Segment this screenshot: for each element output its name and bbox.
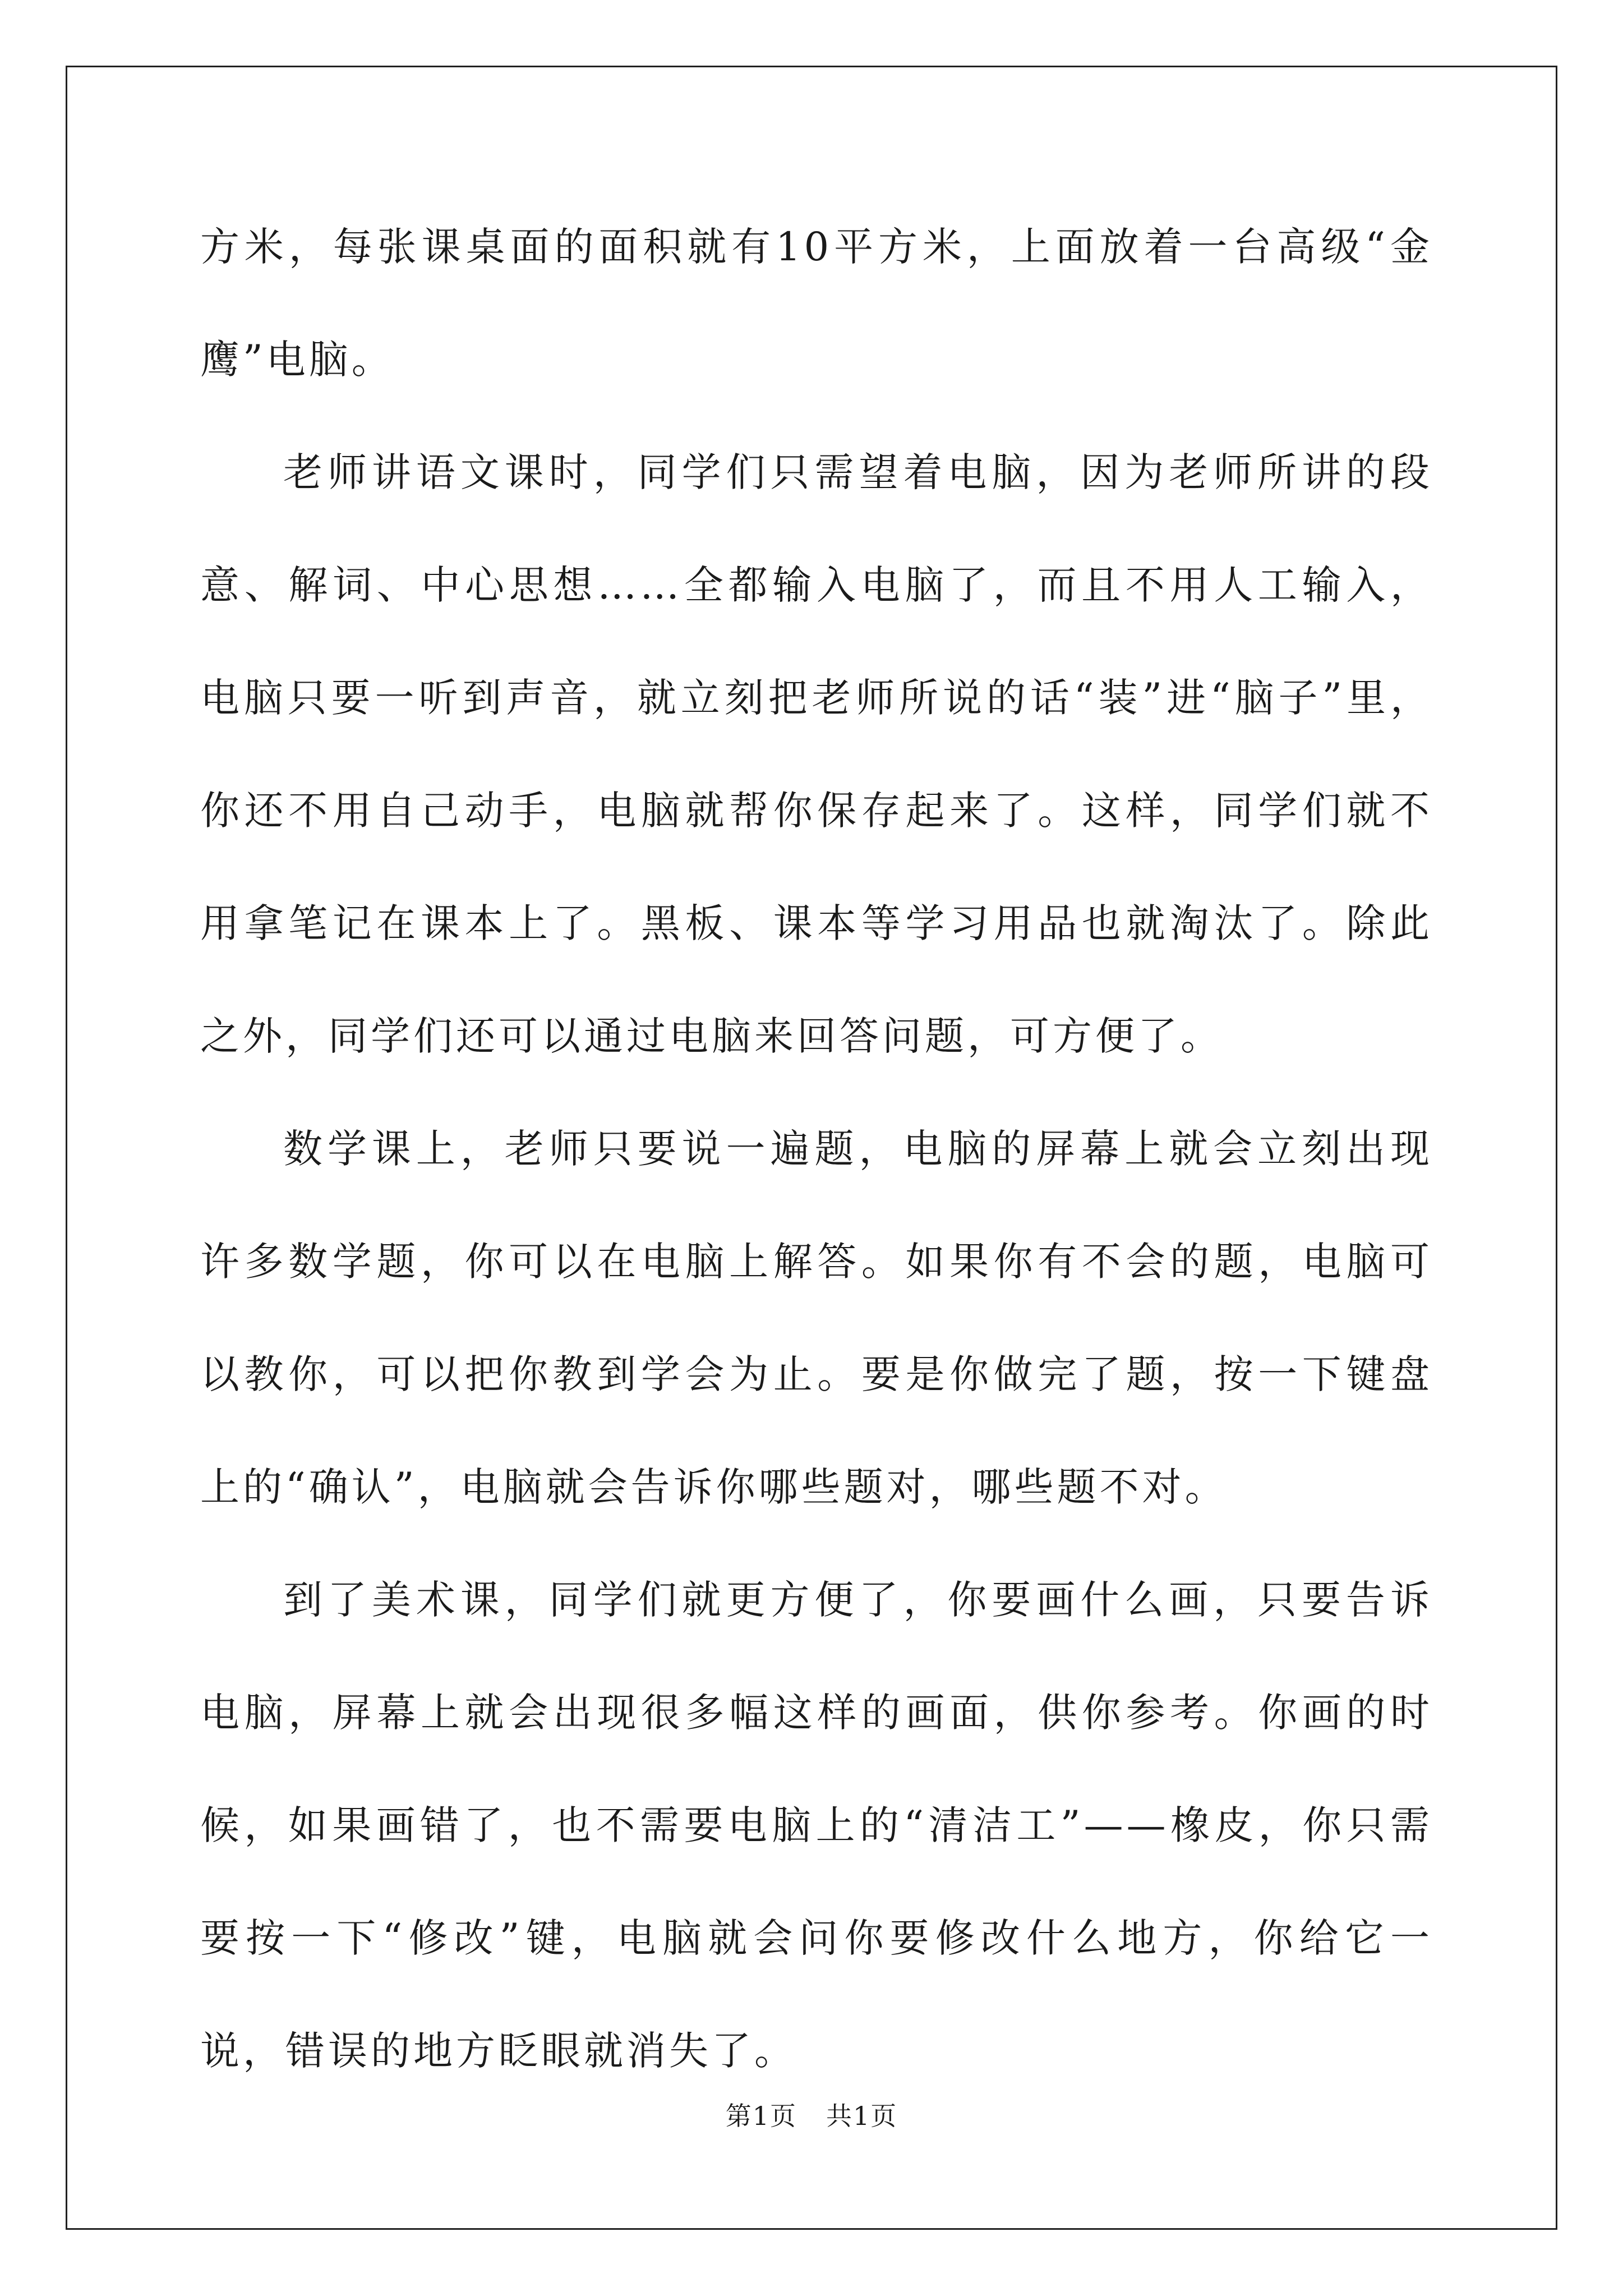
- page-footer: [0, 2099, 1623, 2133]
- page-number-current: 第1页: [725, 2101, 797, 2131]
- page-number-total: 共1页: [826, 2101, 898, 2131]
- paragraph-4: 到了美术课，同学们就更方便了，你要画什么画，只要告诉电脑，屏幕上就会出现很多幅这样的画面，供你参考。你画的时候，如果画错了，也不需要电脑上的“清洁工”——橡皮，你只需要按一下“修改”键，电脑就会问你要修改什么地方，你给它一说，错误的地方眨眼就消失了。: [200, 1577, 1433, 2074]
- paragraph-1: 方米，每张课桌面的面积就有10平方米，上面放着一台高级“金鹰”电脑。: [200, 224, 1433, 383]
- document-body: [200, 191, 1433, 2108]
- paragraph-2: 老师讲语文课时，同学们只需望着电脑，因为老师所讲的段意、解词、中心思想……全都输入电脑了，而且不用人工输入，电脑只要一听到声音，就立刻把老师所说的话“装”进“脑子”里，你还不用自己动手，电脑就帮你保存起来了。这样，同学们就不用拿笔记在课本上了。黑板、课本等学习用品也就淘汰了。除此之外，同学们还可以通过电脑来回答问题，可方便了。: [200, 449, 1433, 1059]
- paragraph-3: 数学课上，老师只要说一遍题，电脑的屏幕上就会立刻出现许多数学题，你可以在电脑上解答。如果你有不会的题，电脑可以教你，可以把你教到学会为止。要是你做完了题，按一下键盘上的“确认”，电脑就会告诉你哪些题对，哪些题不对。: [200, 1126, 1433, 1510]
